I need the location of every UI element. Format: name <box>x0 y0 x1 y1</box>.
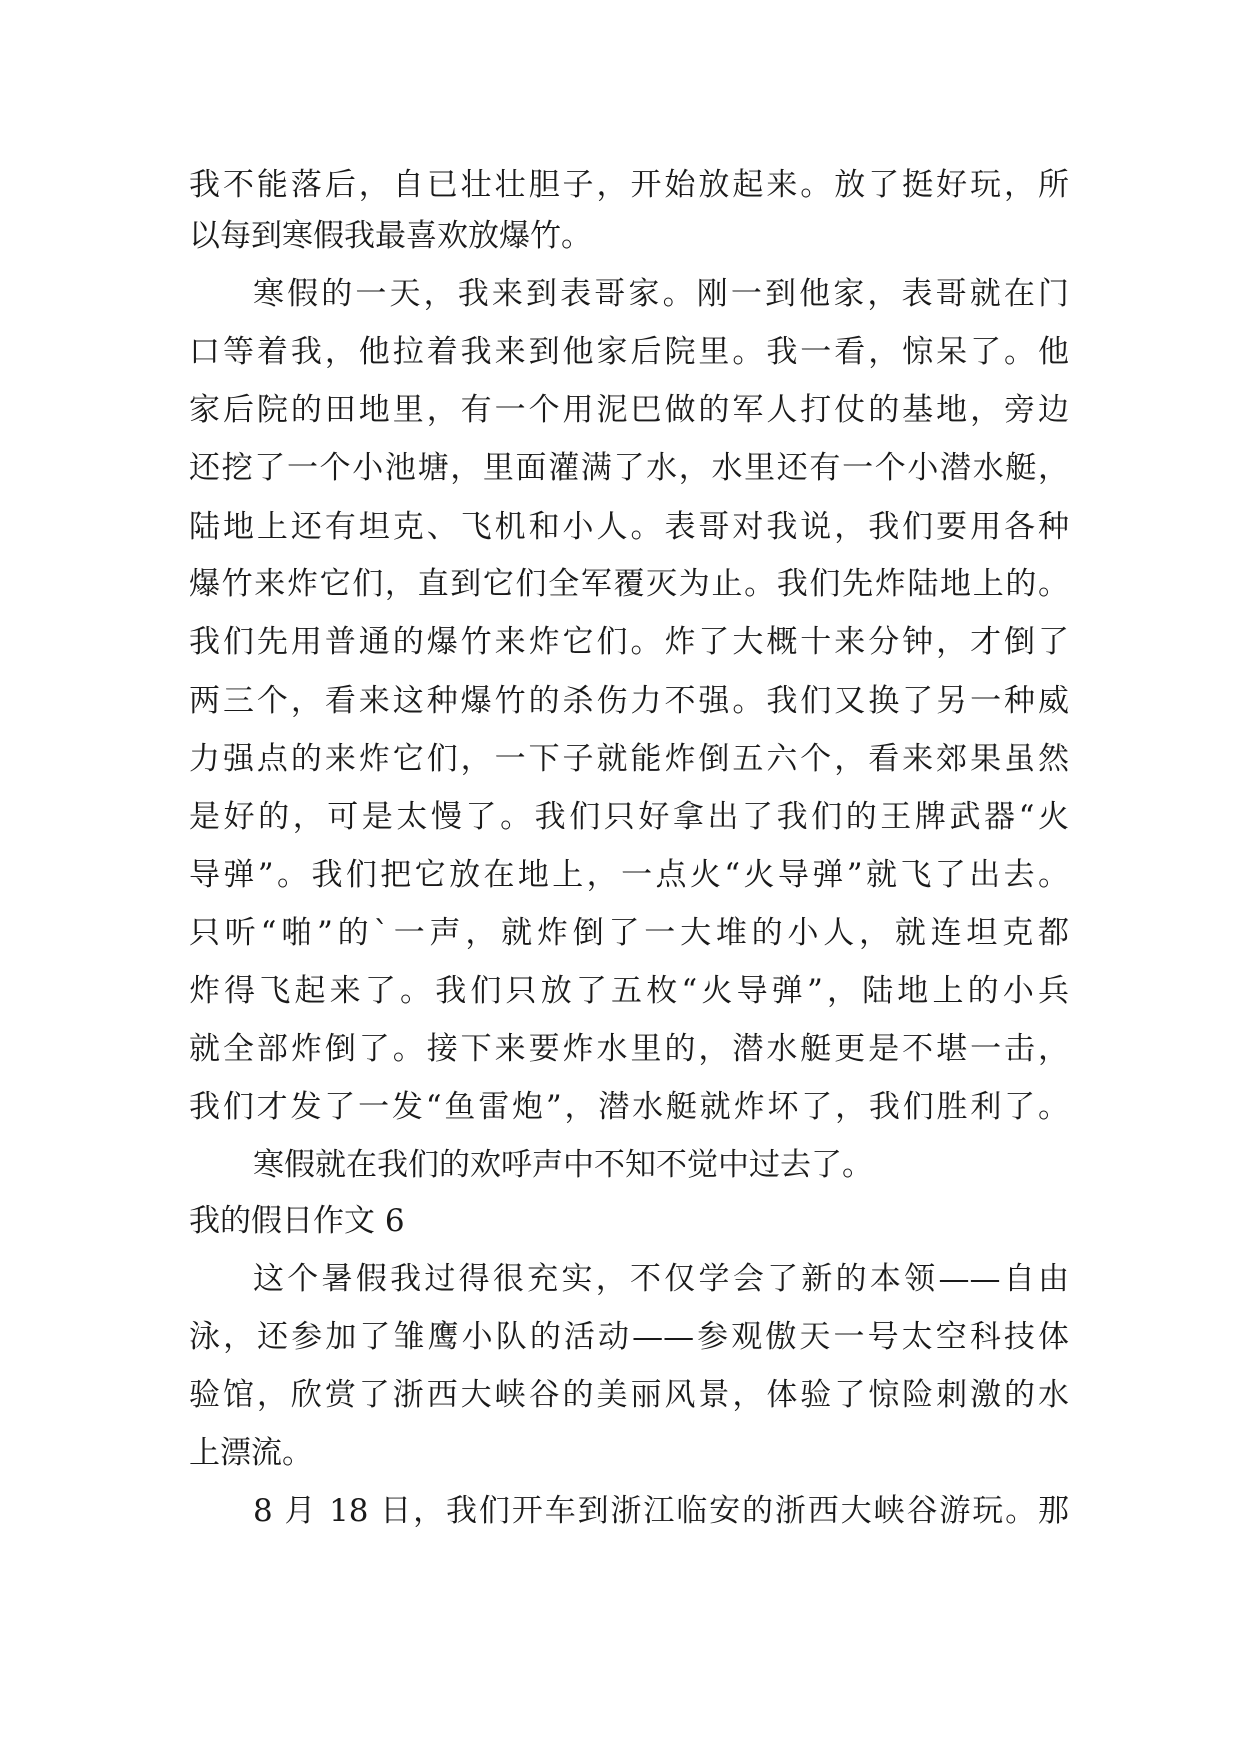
text-line: 只听“啪”的`一声，就炸倒了一大堆的小人，就连坦克都 <box>189 915 1069 951</box>
text-line: 陆地上还有坦克、飞机和小人。表哥对我说，我们要用各种 <box>189 509 1069 545</box>
text-line: 力强点的来炸它们，一下子就能炸倒五六个，看来郊果虽然 <box>189 741 1069 777</box>
text-line: 我不能落后，自已壮壮胆子，开始放起来。放了挺好玩，所 <box>189 167 1069 203</box>
text-line: 导弹”。我们把它放在地上，一点火“火导弹”就飞了出去。 <box>189 857 1069 893</box>
text-line: 我们先用普通的爆竹来炸它们。炸了大概十来分钟，才倒了 <box>189 624 1069 660</box>
text-line: 这个暑假我过得很充实，不仅学会了新的本领——自由 <box>253 1261 1069 1297</box>
text-line: 爆竹来炸它们，直到它们全军覆灭为止。我们先炸陆地上的。 <box>189 566 1069 602</box>
text-line: 泳，还参加了雏鹰小队的活动——参观傲天一号太空科技体 <box>189 1319 1069 1355</box>
text-line: 以每到寒假我最喜欢放爆竹。 <box>189 218 592 254</box>
text-line: 8 月 18 日，我们开车到浙江临安的浙西大峡谷游玩。那 <box>253 1493 1069 1529</box>
text-line: 验馆，欣赏了浙西大峡谷的美丽风景，体验了惊险刺激的水 <box>189 1377 1069 1413</box>
text-line: 我们才发了一发“鱼雷炮”，潜水艇就炸坏了，我们胜利了。 <box>189 1089 1069 1125</box>
text-line: 炸得飞起来了。我们只放了五枚“火导弹”，陆地上的小兵 <box>189 973 1069 1009</box>
text-line: 两三个，看来这种爆竹的杀伤力不强。我们又换了另一种威 <box>189 683 1069 719</box>
text-line: 家后院的田地里，有一个用泥巴做的军人打仗的基地，旁边 <box>189 392 1069 428</box>
text-line: 就全部炸倒了。接下来要炸水里的，潜水艇更是不堪一击， <box>189 1031 1069 1067</box>
text-line: 还挖了一个小池塘，里面灌满了水，水里还有一个小潜水艇， <box>189 450 1069 486</box>
section-heading: 我的假日作文 6 <box>189 1203 405 1239</box>
text-line: 寒假就在我们的欢呼声中不知不觉中过去了。 <box>253 1147 873 1183</box>
text-line: 口等着我，他拉着我来到他家后院里。我一看，惊呆了。他 <box>189 334 1069 370</box>
text-line: 寒假的一天，我来到表哥家。刚一到他家，表哥就在门 <box>253 276 1069 312</box>
text-line: 上漂流。 <box>189 1435 313 1471</box>
text-line: 是好的，可是太慢了。我们只好拿出了我们的王牌武器“火 <box>189 799 1069 835</box>
